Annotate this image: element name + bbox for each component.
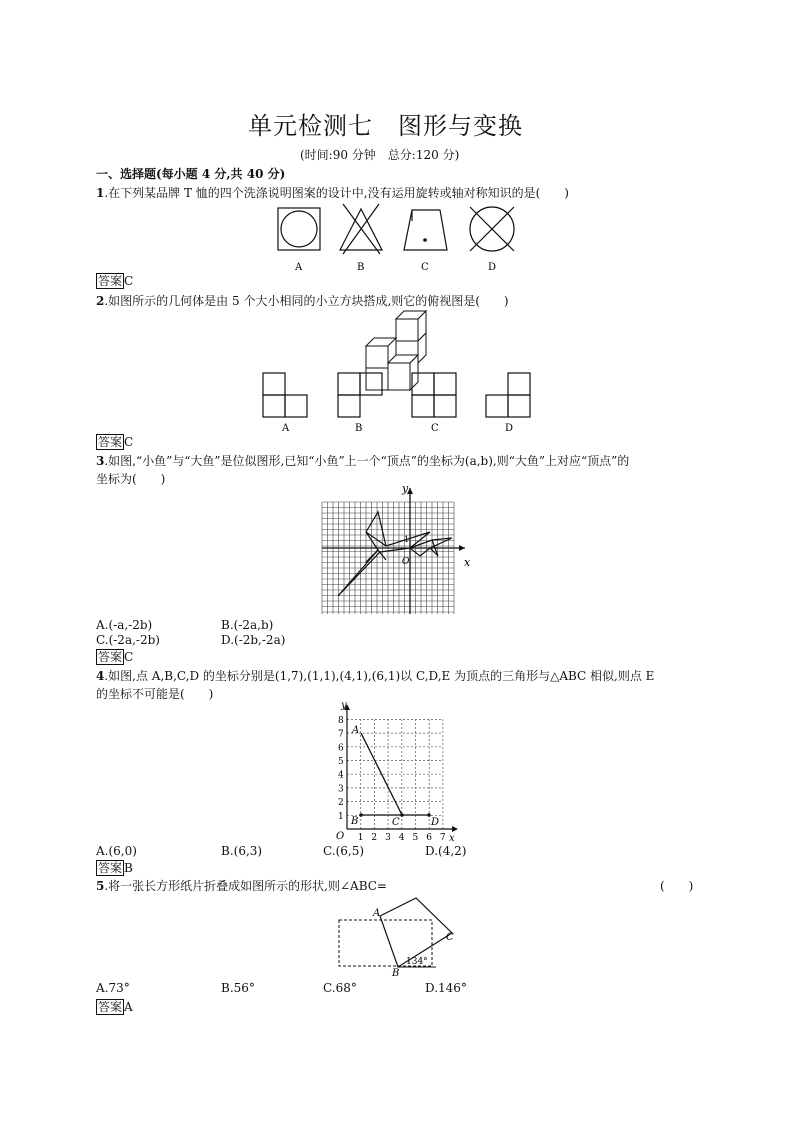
answer-value: C xyxy=(124,274,134,288)
y-tick-label: 5 xyxy=(338,757,344,767)
wash-symbol-circle-x-icon xyxy=(470,207,514,251)
q4-option-b: B.(6,3) xyxy=(221,844,263,858)
y-tick-label: 2 xyxy=(338,798,344,809)
question-number: 2 xyxy=(96,294,105,308)
x-tick-label: 7 xyxy=(439,833,446,843)
point-c-label: C xyxy=(446,932,454,943)
origin-label: O xyxy=(336,831,345,842)
question-number: 1 xyxy=(96,186,105,200)
point-a-label: A xyxy=(352,725,360,736)
page-title: 单元检测七 图形与变换 xyxy=(248,112,523,140)
y-tick-label: 4 xyxy=(338,770,344,781)
q4-option-a: A.(6,0) xyxy=(96,844,137,858)
option-label-d: D xyxy=(505,423,514,434)
y-tick-label: 3 xyxy=(338,784,344,795)
y-tick-label: 8 xyxy=(338,715,344,726)
question-4-answer xyxy=(96,860,133,876)
answer-badge: 答案 xyxy=(98,274,123,288)
x-axis-label: x xyxy=(464,556,471,569)
q5-option-c: C.68° xyxy=(323,981,357,995)
top-view-a-icon xyxy=(263,373,307,417)
q4-coordinate-graph xyxy=(0,700,794,850)
question-3-answer xyxy=(96,649,133,665)
option-label-a: A xyxy=(282,423,290,434)
angle-label: 134° xyxy=(406,957,428,967)
question-number: 4 xyxy=(96,669,105,683)
y-axis-label: y xyxy=(341,700,347,711)
q4-option-c: C.(6,5) xyxy=(323,844,365,858)
option-label-c: C xyxy=(431,423,439,434)
option-label-b: B xyxy=(357,262,365,273)
y-tick-label: 1 xyxy=(338,811,344,822)
option-label-c: C xyxy=(421,262,429,273)
q3-option-d: D.(-2b,-2a) xyxy=(221,633,286,647)
q1-figure xyxy=(0,200,794,280)
x-axis-label: x xyxy=(449,833,455,844)
q3-option-c: C.(-2a,-2b) xyxy=(96,633,160,647)
q3-option-b: B.(-2a,b) xyxy=(221,618,274,632)
option-label-d: D xyxy=(488,262,497,273)
question-2-answer xyxy=(96,434,133,450)
answer-badge: 答案 xyxy=(98,650,123,664)
point-b-label: B xyxy=(392,968,400,979)
x-tick-label: 5 xyxy=(412,833,419,843)
q3-fish-grid xyxy=(0,482,794,622)
x-tick-label: 2 xyxy=(371,833,378,843)
question-3-stem-line2: 坐标为( ) xyxy=(96,472,166,486)
cube-stack-icon xyxy=(366,311,426,390)
q5-option-a: A.73° xyxy=(96,981,130,995)
question-1-answer xyxy=(96,273,133,289)
origin-label: O xyxy=(402,557,410,567)
question-3-stem xyxy=(96,453,629,469)
question-text: .在下列某品牌 T 恤的四个洗涤说明图案的设计中,没有运用旋转或轴对称知识的是( ) xyxy=(104,186,569,200)
x-tick-label: 3 xyxy=(385,833,391,843)
question-text: .如图,点 A,B,C,D 的坐标分别是(1,7),(1,1),(4,1),(6,1)以 C,D,E 为顶点的三角形与△ABC 相似,则点 E xyxy=(104,669,655,683)
y-axis-label: y xyxy=(402,482,409,495)
question-5-bracket: ( ) xyxy=(660,879,694,893)
answer-badge: 答案 xyxy=(98,861,123,875)
point-b-label: B xyxy=(351,816,359,827)
top-view-c-icon xyxy=(412,373,456,417)
question-4-stem xyxy=(96,668,654,684)
x-tick-label: 4 xyxy=(398,833,405,843)
option-label-a: A xyxy=(295,262,303,273)
question-number: 3 xyxy=(96,454,105,468)
q4-option-d: D.(4,2) xyxy=(425,844,467,858)
q3-option-a: A.(-a,-2b) xyxy=(96,618,153,632)
y-tick-label: 7 xyxy=(338,729,344,740)
page-subtitle: (时间:90 分钟 总分:120 分) xyxy=(300,148,460,162)
point-a-label: A xyxy=(373,908,381,919)
question-text: .将一张长方形纸片折叠成如图所示的形状,则∠ABC= xyxy=(104,879,387,893)
y-tick-label: 6 xyxy=(338,743,344,754)
dashed-grid xyxy=(347,719,443,829)
q2-figure xyxy=(0,305,794,435)
question-text: .如图,“小鱼”与“大鱼”是位似图形,已知“小鱼”上一个“顶点”的坐标为(a,b),则“大鱼”上对应“顶点”的 xyxy=(104,454,630,468)
answer-badge: 答案 xyxy=(98,435,123,449)
top-view-d-icon xyxy=(486,373,530,417)
question-1-stem xyxy=(96,185,569,201)
q5-option-d: D.146° xyxy=(425,981,467,995)
q5-folded-paper xyxy=(0,892,794,982)
point-c-label: C xyxy=(392,817,400,828)
question-5-answer xyxy=(96,999,133,1015)
wash-symbol-triangle-x-icon xyxy=(340,204,382,254)
question-4-stem-line2: 的坐标不可能是( ) xyxy=(96,687,214,701)
section-heading: 一、选择题(每小题 4 分,共 40 分) xyxy=(96,167,286,181)
option-label-b: B xyxy=(355,423,363,434)
q5-option-b: B.56° xyxy=(221,981,255,995)
answer-value: A xyxy=(124,1000,133,1014)
x-tick-label: 6 xyxy=(426,833,432,843)
point-d-label: D xyxy=(431,817,440,828)
question-text: .如图所示的几何体是由 5 个大小相同的小立方块搭成,则它的俯视图是( ) xyxy=(104,294,509,308)
grid-lines xyxy=(322,502,454,614)
unit-label: 1 xyxy=(404,535,410,544)
answer-value: B xyxy=(124,861,133,875)
wash-symbol-circle-icon xyxy=(278,208,320,250)
answer-value: C xyxy=(124,435,134,449)
question-number: 5 xyxy=(96,879,105,893)
answer-value: C xyxy=(124,650,134,664)
answer-badge: 答案 xyxy=(98,1000,123,1014)
big-fish-shape xyxy=(338,512,430,596)
wash-symbol-iron-icon xyxy=(404,210,447,250)
x-tick-label: 1 xyxy=(357,833,364,843)
